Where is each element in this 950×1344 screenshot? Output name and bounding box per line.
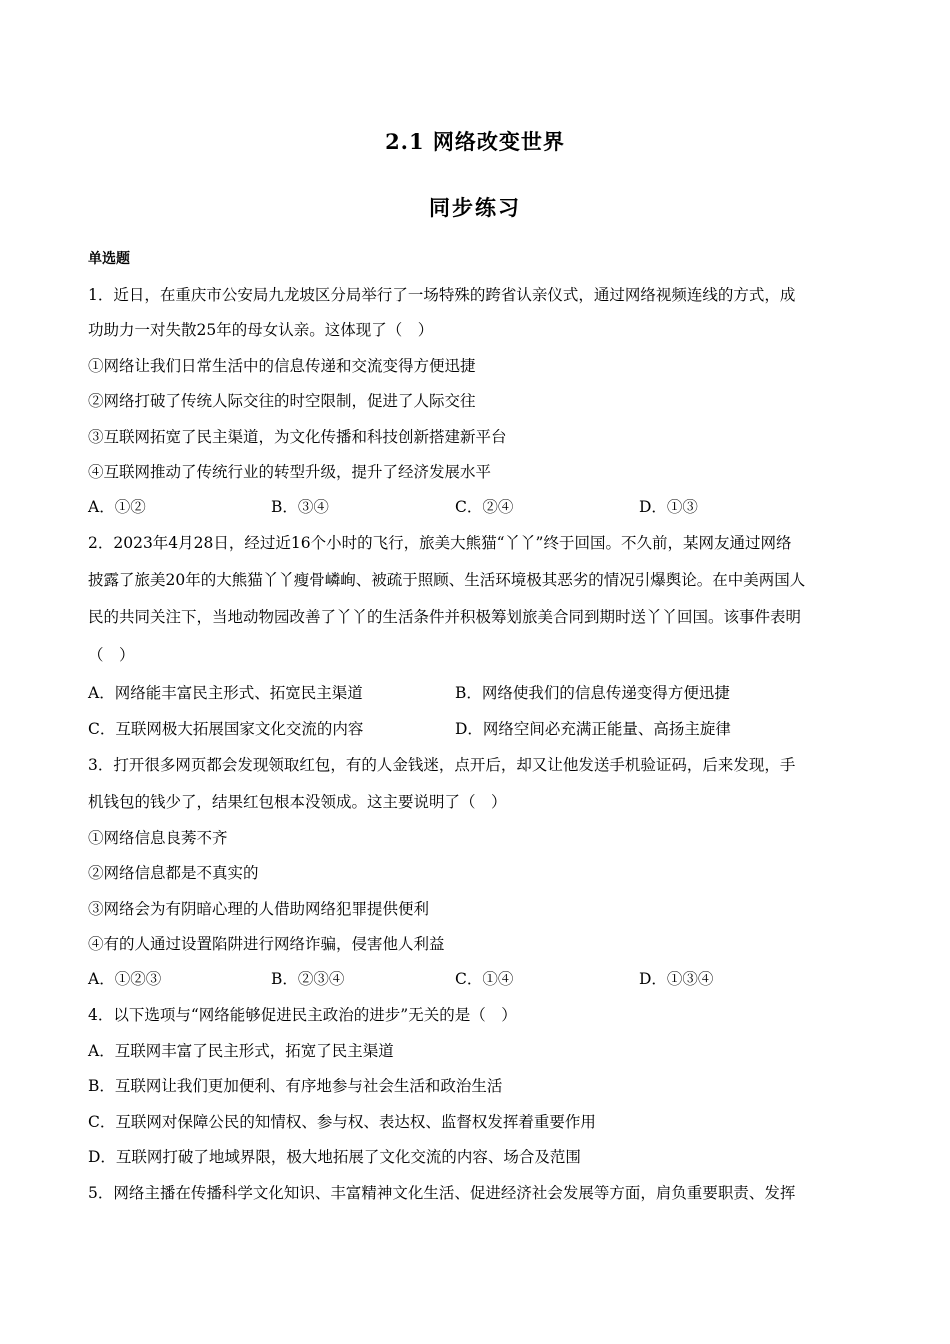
question-3-item: ②网络信息都是不真实的 [88,864,259,882]
question-3-option-a: A．①②③ [88,970,162,988]
question-2-stem: 民的共同关注下，当地动物园改善了丫丫的生活条件并积极筹划旅美合同到期时送丫丫回国。该事件表明 [88,608,802,626]
question-1-stem: 1．近日，在重庆市公安局九龙坡区分局举行了一场特殊的跨省认亲仪式，通过网络视频连线的方式，成 [88,286,796,304]
question-2-option-c: C．互联网极大拓展国家文化交流的内容 [88,720,364,738]
question-3-item: ④有的人通过设置陷阱进行网络诈骗，侵害他人利益 [88,935,445,953]
document-title: 2.1 网络改变世界 [385,129,565,154]
question-2-stem: （ ） [88,646,135,664]
question-2-stem: 披露了旅美20年的大熊猫丫丫瘦骨嶙峋、被疏于照顾、生活环境极其恶劣的情况引爆舆论。在中美两国人 [88,571,806,589]
question-1-item: ③互联网拓宽了民主渠道，为文化传播和科技创新搭建新平台 [88,428,507,446]
question-4-stem: 4．以下选项与“网络能够促进民主政治的进步”无关的是（ ） [88,1006,517,1024]
question-4-option-c: C．互联网对保障公民的知情权、参与权、表达权、监督权发挥着重要作用 [88,1113,596,1131]
question-1-option-d: D．①③ [639,498,698,516]
question-1-option-a: A．①② [88,498,146,516]
question-3-stem: 3．打开很多网页都会发现领取红包，有的人金钱迷，点开后，却又让他发送手机验证码，后来发现，手 [88,756,796,774]
question-4-option-d: D．互联网打破了地域界限，极大地拓展了文化交流的内容、场合及范围 [88,1148,581,1166]
question-1-option-b: B．③④ [271,498,329,516]
question-2-option-b: B．网络使我们的信息传递变得方便迅捷 [455,684,730,702]
question-4-option-a: A．互联网丰富了民主形式，拓宽了民主渠道 [88,1042,394,1060]
question-3-option-c: C．①④ [455,970,514,988]
question-4-option-b: B．互联网让我们更加便利、有序地参与社会生活和政治生活 [88,1077,503,1095]
question-1-option-c: C．②④ [455,498,514,516]
question-1-stem: 功助力一对失散25年的母女认亲。这体现了（ ） [88,321,434,339]
question-1-item: ④互联网推动了传统行业的转型升级，提升了经济发展水平 [88,463,492,481]
section-heading: 单选题 [88,251,130,267]
question-1-item: ②网络打破了传统人际交往的时空限制，促进了人际交往 [88,392,476,410]
question-3-option-d: D．①③④ [639,970,714,988]
question-2-stem: 2．2023年4月28日，经过近16个小时的飞行，旅美大熊猫“丫丫”终于回国。不久前，某网友通过网络 [88,534,792,552]
question-1-item: ①网络让我们日常生活中的信息传递和交流变得方便迅捷 [88,357,476,375]
question-3-item: ①网络信息良莠不齐 [88,829,228,847]
question-2-option-a: A．网络能丰富民主形式、拓宽民主渠道 [88,684,363,702]
question-3-item: ③网络会为有阴暗心理的人借助网络犯罪提供便利 [88,900,430,918]
question-2-option-d: D．网络空间必充满正能量、高扬主旋律 [455,720,731,738]
document-subtitle: 同步练习 [429,195,521,220]
question-3-stem: 机钱包的钱少了，结果红包根本没领成。这主要说明了（ ） [88,793,507,811]
question-5-stem: 5．网络主播在传播科学文化知识、丰富精神文化生活、促进经济社会发展等方面，肩负重要职责、发挥 [88,1184,796,1202]
question-3-option-b: B．②③④ [271,970,345,988]
